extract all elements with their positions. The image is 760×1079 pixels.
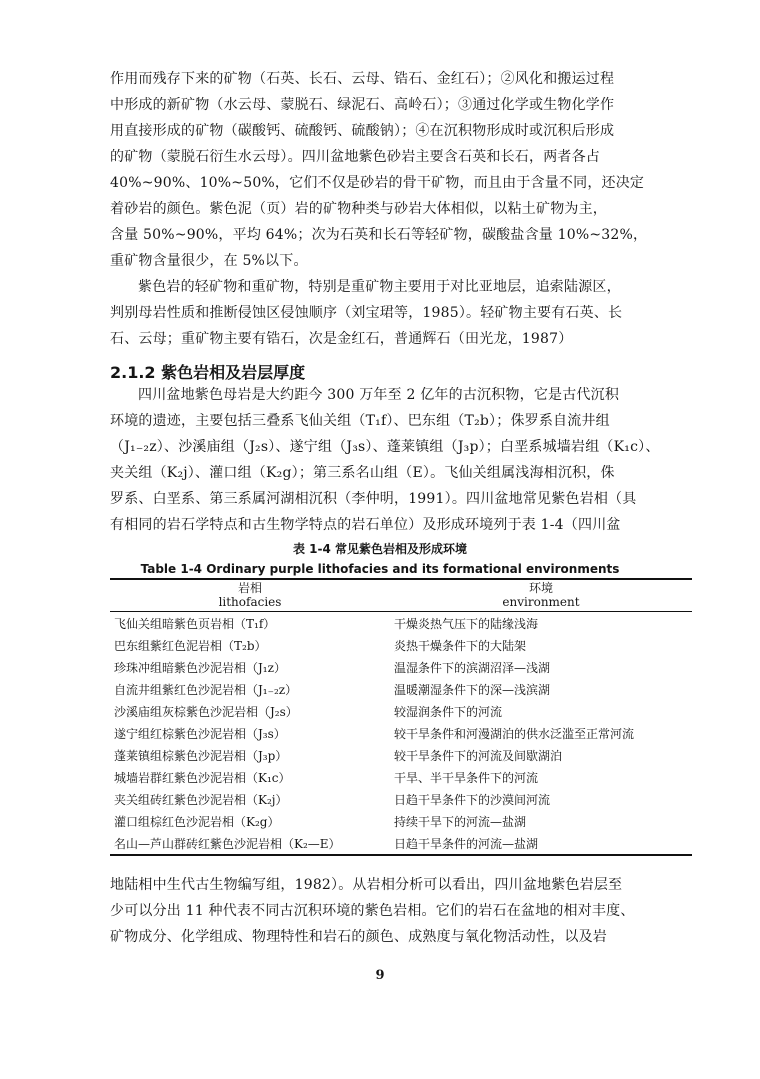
- paragraph-minerals: [110, 66, 690, 274]
- table-row: [110, 722, 692, 744]
- text-line: 罗系、白垩系、第三系属河湖相沉积（李仲明，1991）。四川盆地常见紫色岩相（具: [110, 491, 637, 507]
- text-line: 石、云母；重矿物主要有锆石，次是金红石，普通辉石（田光龙，1987）: [110, 331, 573, 347]
- facies-cell: 灌口组棕红色沙泥岩相（K₂g）: [114, 814, 280, 829]
- paragraph-conclusion: [110, 872, 690, 950]
- environment-cell: 较干旱条件和河漫湖泊的供水泛滥至正常河流: [394, 726, 635, 741]
- text-line: 含量 50%~90%，平均 64%；次为石英和长石等轻矿物，碳酸盐含量 10%~32%，: [110, 227, 648, 243]
- table-row: [110, 656, 692, 678]
- facies-cell: 遂宁组红棕紫色沙泥岩相（J₃s）: [114, 726, 286, 741]
- environment-cell: 温暖潮湿条件下的深—浅滨湖: [394, 682, 551, 697]
- table-row: [110, 678, 692, 700]
- column-header-en: environment: [502, 595, 580, 609]
- text-line: 四川盆地紫色母岩是大约距今 300 万年至 2 亿年的古沉积物，它是古代沉积: [138, 387, 620, 403]
- environment-cell: 持续干旱下的河流—盐湖: [394, 814, 527, 829]
- column-header-cn: 环境: [528, 581, 553, 595]
- facies-cell: 飞仙关组暗紫色页岩相（T₁f）: [114, 616, 276, 631]
- facies-cell: 夹关组砖红紫色沙泥岩相（K₂j）: [114, 792, 288, 807]
- lithofacies-table: [110, 578, 692, 856]
- facies-cell: 珍珠冲组暗紫色沙泥岩相（J₁z）: [114, 660, 286, 675]
- text-line: 重矿物含量很少，在 5%以下。: [110, 253, 308, 269]
- column-header-cn: 岩相: [237, 581, 262, 595]
- paragraph-lithofacies: [110, 382, 690, 538]
- table-row: [110, 788, 692, 810]
- table-caption-cn: 表 1-4 常见紫色岩相及形成环境: [292, 542, 468, 556]
- text-line: 着砂岩的颜色。紫色泥（页）岩的矿物种类与砂岩大体相似，以粘土矿物为主，: [110, 201, 607, 217]
- text-line: 中形成的新矿物（水云母、蒙脱石、绿泥石、高岭石）；③通过化学或生物化学作: [110, 97, 615, 113]
- text-line: 有相同的岩石学特点和古生物学特点的岩石单位）及形成环境列于表 1-4（四川盆: [110, 517, 621, 533]
- text-line: 夹关组（K₂j）、灌口组（K₂g）；第三系名山组（E）。飞仙关组属浅海相沉积，侏: [110, 465, 615, 481]
- environment-cell: 炎热干燥条件下的大陆架: [394, 638, 527, 653]
- text-line: 地陆相中生代古生物编写组，1982）。从岩相分析可以看出，四川盆地紫色岩层至: [110, 877, 623, 893]
- text-line: 40%~90%、10%~50%，它们不仅是砂岩的骨干矿物，而且由于含量不同，还决定: [110, 175, 645, 191]
- environment-cell: 干旱、半干旱条件下的河流: [394, 770, 539, 785]
- table-header-row: [110, 579, 692, 612]
- table-row: [110, 766, 692, 788]
- section-heading: 2.1.2 紫色岩相及岩层厚度: [110, 363, 306, 382]
- table-row: [110, 612, 692, 635]
- facies-cell: 沙溪庙组灰棕紫色沙泥岩相（J₂s）: [114, 704, 298, 719]
- facies-cell: 自流井组紫红色沙泥岩相（J₁₋₂z）: [114, 682, 298, 697]
- environment-cell: 日趋干旱条件的河流—盐湖: [390, 832, 692, 855]
- environment-cell: 温湿条件下的滨湖沼泽—浅湖: [394, 660, 551, 675]
- text-line: 少可以分出 11 种代表不同古沉积环境的紫色岩相。它们的岩石在盆地的相对丰度、: [110, 903, 635, 919]
- environment-cell: 较湿润条件下的河流: [394, 704, 503, 719]
- text-line: 紫色岩的轻矿物和重矿物，特别是重矿物主要用于对比亚地层，追索陆源区，: [138, 279, 621, 295]
- environment-cell: 干燥炎热气压下的陆缘浅海: [394, 616, 539, 631]
- environment-cell: 较干旱条件下的河流及间歇湖泊: [394, 748, 563, 763]
- facies-cell: 蓬莱镇组棕紫色沙泥岩相（J₃p）: [114, 748, 288, 763]
- text-line: （J₁₋₂z）、沙溪庙组（J₂s）、遂宁组（J₃s）、蓬莱镇组（J₃p）；白垩系城墙岩组（K₁c）、: [110, 439, 660, 455]
- table-row: [110, 700, 692, 722]
- text-line: 环境的遗迹，主要包括三叠系飞仙关组（T₁f）、巴东组（T₂b）；侏罗系自流井组: [110, 413, 610, 429]
- column-header-environment: [390, 579, 692, 612]
- text-line: 矿物成分、化学组成、物理特性和岩石的颜色、成熟度与氧化物活动性，以及岩: [110, 929, 607, 945]
- text-line: 作用而残存下来的矿物（石英、长石、云母、锆石、金红石）；②风化和搬运过程: [110, 71, 615, 87]
- environment-cell: 日趋干旱条件下的沙漠间河流: [394, 792, 551, 807]
- table-row: [110, 810, 692, 832]
- column-header-en: lithofacies: [218, 595, 282, 609]
- facies-cell: 巴东组紫红色泥岩相（T₂b）: [114, 638, 267, 653]
- text-line: 用直接形成的矿物（碳酸钙、硫酸钙、硫酸钠）；④在沉积物形成时或沉积后形成: [110, 123, 615, 139]
- paragraph-heavy-minerals: [110, 274, 690, 352]
- text-line: 判别母岩性质和推断侵蚀区侵蚀顺序（刘宝珺等，1985）。轻矿物主要有石英、长: [110, 305, 623, 321]
- text-line: 的矿物（蒙脱石衍生水云母）。四川盆地紫色砂岩主要含石英和长石，两者各占: [110, 149, 600, 165]
- facies-cell: 名山—芦山群砖红紫色沙泥岩相（K₂—E）: [110, 832, 390, 855]
- page-number: 9: [375, 968, 385, 983]
- table-caption-en: Table 1-4 Ordinary purple lithofacies and its formational environments: [140, 562, 620, 576]
- column-header-lithofacies: [110, 579, 390, 612]
- table-row: [110, 634, 692, 656]
- table-row: [110, 832, 692, 855]
- table-row: [110, 744, 692, 766]
- facies-cell: 城墙岩群红紫色沙泥岩相（K₁c）: [114, 770, 291, 785]
